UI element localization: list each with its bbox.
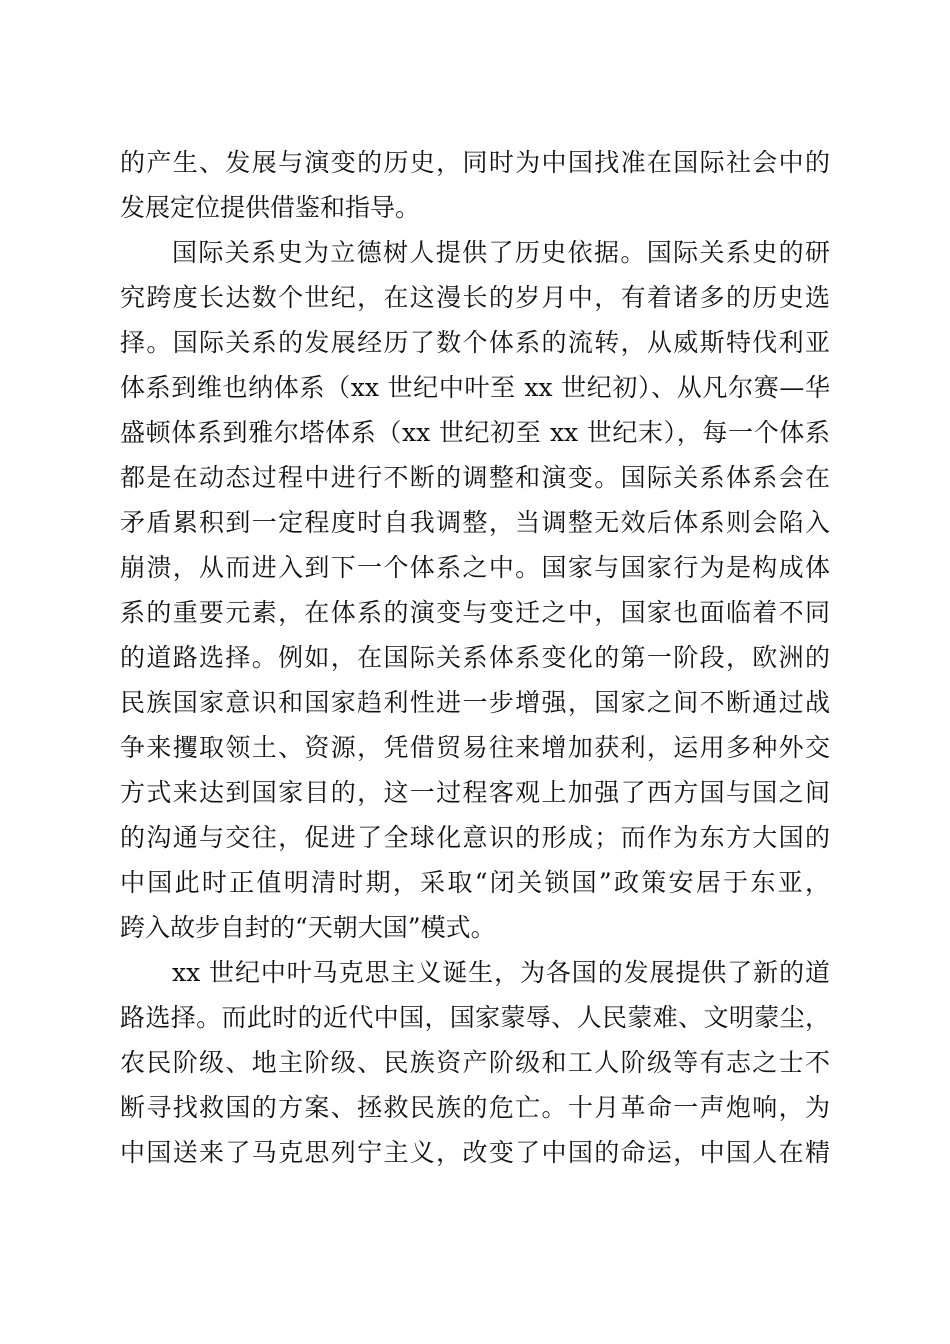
text-line: 跨入故步自封的“天朝大国”模式。: [120, 913, 496, 942]
text-line: 农民阶级、地主阶级、民族资产阶级和工人阶级等有志之士不: [120, 1048, 830, 1077]
text-line: 方式来达到国家目的，这一过程客观上加强了西方国与国之间: [120, 778, 830, 807]
text-line: 中国送来了马克思列宁主义，改变了中国的命运，中国人在精: [120, 1138, 830, 1167]
text-line: 崩溃，从而进入到下一个体系之中。国家与国家行为是构成体: [120, 553, 830, 582]
text-line: 的沟通与交往，促进了全球化意识的形成；而作为东方大国的: [120, 823, 830, 852]
text-line: 体系到维也纳体系（xx 世纪中叶至 xx 世纪初）、从凡尔赛—华: [120, 373, 830, 402]
text-line: 的产生、发展与演变的历史，同时为中国找准在国际社会中的: [120, 148, 830, 177]
text-line: 民族国家意识和国家趋利性进一步增强，国家之间不断通过战: [120, 688, 830, 717]
text-line: 系的重要元素，在体系的演变与变迁之中，国家也面临着不同: [120, 598, 830, 627]
paragraph-first-line: 国际关系史为立德树人提供了历史依据。国际关系史的研: [172, 238, 830, 267]
text-line: 发展定位提供借鉴和指导。: [120, 193, 421, 222]
text-line: 矛盾累积到一定程度时自我调整，当调整无效后体系则会陷入: [120, 508, 830, 537]
text-line: 择。国际关系的发展经历了数个体系的流转，从威斯特伐利亚: [120, 328, 830, 357]
text-line: 盛顿体系到雅尔塔体系（xx 世纪初至 xx 世纪末），每一个体系: [120, 418, 830, 447]
text-line: 都是在动态过程中进行不断的调整和演变。国际关系体系会在: [120, 463, 830, 492]
text-line: 中国此时正值明清时期，采取“闭关锁国”政策安居于东亚，: [120, 868, 830, 897]
text-line: 断寻找救国的方案、拯救民族的危亡。十月革命一声炮响，为: [120, 1093, 830, 1122]
text-line: 路选择。而此时的近代中国，国家蒙辱、人民蒙难、文明蒙尘，: [120, 1003, 830, 1032]
text-line: 究跨度长达数个世纪，在这漫长的岁月中，有着诸多的历史选: [120, 283, 830, 312]
paragraph-first-line: xx 世纪中叶马克思主义诞生，为各国的发展提供了新的道: [172, 958, 830, 987]
text-line: 的道路选择。例如，在国际关系体系变化的第一阶段，欧洲的: [120, 643, 830, 672]
text-line: 争来攫取领土、资源，凭借贸易往来增加获利，运用多种外交: [120, 733, 830, 762]
